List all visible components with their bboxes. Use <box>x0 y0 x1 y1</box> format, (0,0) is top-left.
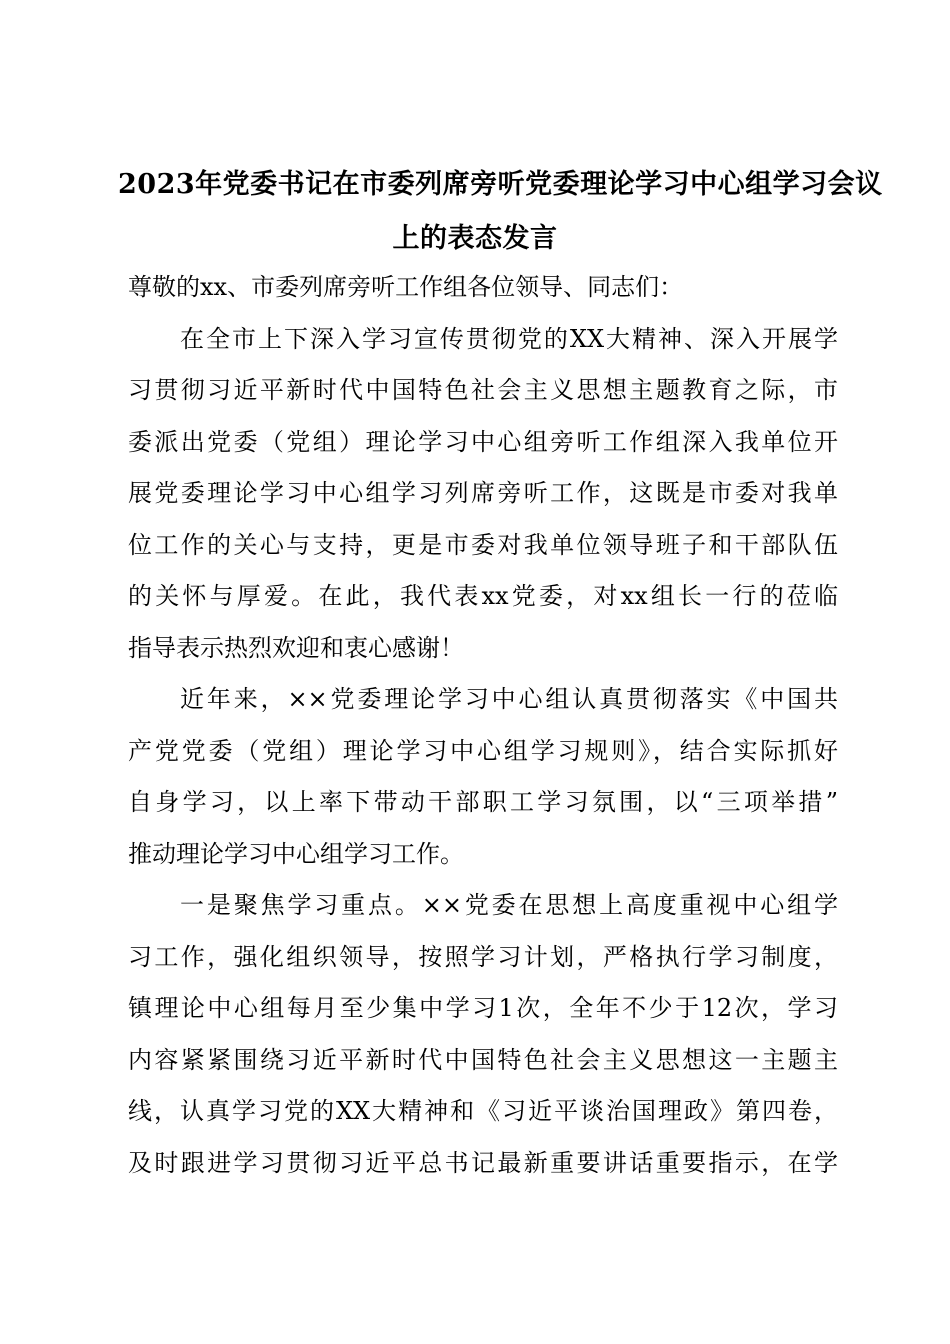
paragraph-3-line-5: 线，认真学习党的XX大精神和《习近平谈治国理政》第四卷， <box>128 1097 838 1125</box>
title-line-1: 2023年党委书记在市委列席旁听党委理论学习中心组学习会议 <box>118 169 883 200</box>
paragraph-3-line-3: 镇理论中心组每月至少集中学习1次，全年不少于12次，学习 <box>128 994 838 1022</box>
paragraph-1-line-3: 委派出党委（党组）理论学习中心组旁听工作组深入我单位开 <box>128 427 838 456</box>
paragraph-3-line-1: 一是聚焦学习重点。××党委在思想上高度重视中心组学 <box>180 891 838 919</box>
paragraph-2-line-2: 产党党委（党组）理论学习中心组学习规则》，结合实际抓好 <box>128 736 838 765</box>
document-body <box>128 262 838 1189</box>
paragraph-2-line-4: 推动理论学习中心组学习工作。 <box>128 839 464 868</box>
paragraph-3-line-2: 习工作，强化组织领导，按照学习计划，严格执行学习制度， <box>128 942 838 971</box>
document-title <box>118 158 883 266</box>
paragraph-2-line-3: 自身学习，以上率下带动干部职工学习氛围，以“三项举措” <box>128 788 838 816</box>
paragraph-1-line-6: 的关怀与厚爱。在此，我代表xx党委，对xx组长一行的莅临 <box>128 582 838 610</box>
paragraph-1-line-4: 展党委理论学习中心组学习列席旁听工作，这既是市委对我单 <box>128 479 838 507</box>
paragraph-1-line-1: 在全市上下深入学习宣传贯彻党的XX大精神、深入开展学 <box>180 324 838 353</box>
paragraph-3-line-4: 内容紧紧围绕习近平新时代中国特色社会主义思想这一主题主 <box>128 1045 838 1074</box>
paragraph-1-line-7: 指导表示热烈欢迎和衷心感谢！ <box>128 633 464 662</box>
title-line-2: 上的表态发言 <box>392 223 558 254</box>
paragraph-1-line-5: 位工作的关心与支持，更是市委对我单位领导班子和干部队伍 <box>128 530 838 559</box>
paragraph-1-line-2: 习贯彻习近平新时代中国特色社会主义思想主题教育之际，市 <box>128 376 838 404</box>
paragraph-2-line-1: 近年来，××党委理论学习中心组认真贯彻落实《中国共 <box>180 685 838 713</box>
greeting: 尊敬的xx、市委列席旁听工作组各位领导、同志们： <box>128 273 684 301</box>
paragraph-3-line-6: 及时跟进学习贯彻习近平总书记最新重要讲话重要指示，在学 <box>128 1148 838 1177</box>
